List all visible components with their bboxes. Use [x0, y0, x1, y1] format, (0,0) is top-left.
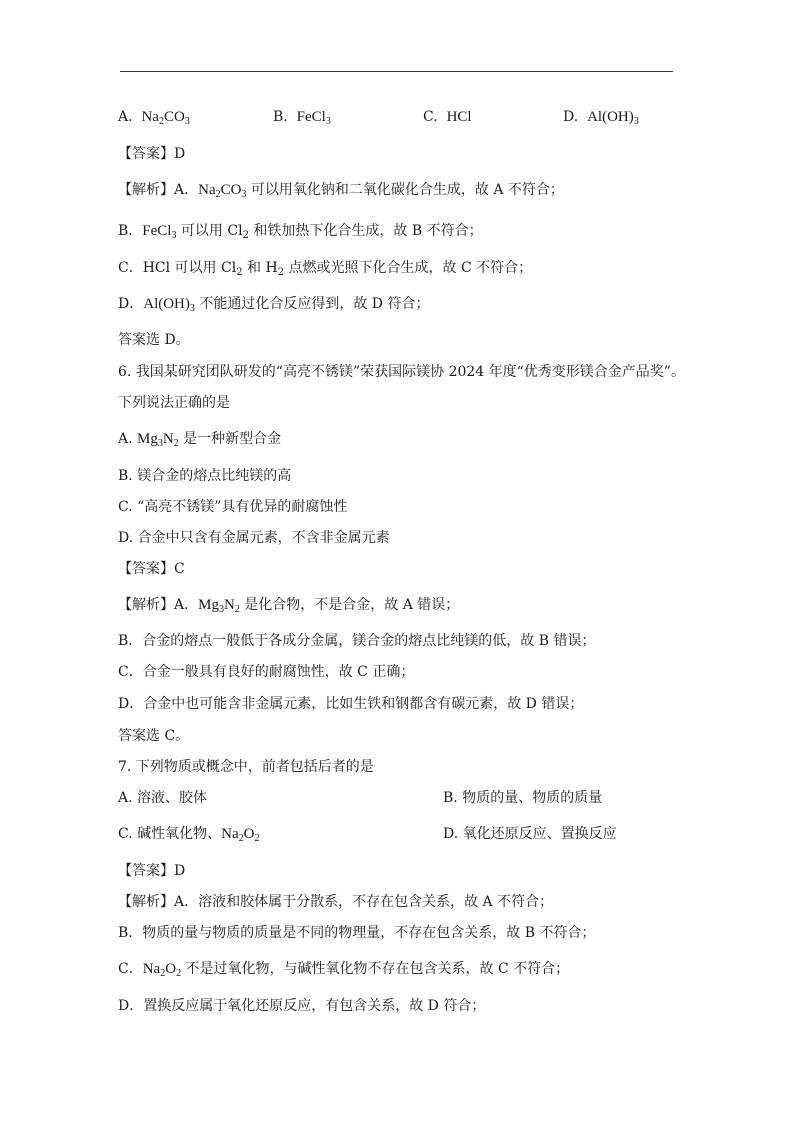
q5-analysis-c: C．HCl 可以用 $Cl_2$ 和 $H_2$ 点燃或光照下化合生成，故 C 不符合；: [118, 260, 533, 278]
q5-analysis-a: 【解析】A．$Na_2CO_3$ 可以用氧化钠和二氧化碳化合生成，故 A 不符合；: [118, 182, 564, 200]
q6-option-c: C. “高亮不锈镁”具有优异的耐腐蚀性: [118, 499, 348, 515]
q6-analysis-c: C．合金一般具有良好的耐腐蚀性，故 C 正确；: [118, 664, 415, 680]
q7-analysis-b: B．物质的量与物质的质量是不同的物理量，不存在包含关系，故 B 不符合；: [118, 925, 596, 941]
q7-analysis-a: 【解析】A．溶液和胶体属于分散系，不存在包含关系，故 A 不符合；: [118, 894, 554, 910]
q7-option-a: A. 溶液、胶体: [118, 790, 208, 806]
prev-option-d: D. $Al(OH)_3$: [563, 109, 639, 127]
q7-analysis-c: C．$Na_2O_2$ 不是过氧化物，与碱性氧化物不存在包含关系，故 C 不符合；: [118, 961, 570, 979]
q5-answer: 【答案】D: [118, 146, 186, 162]
prev-option-b-formula: FeCl$_3$: [296, 109, 331, 127]
q6-analysis-a: 【解析】A．$Mg_3N_2$ 是化合物，不是合金，故 A 错误；: [118, 597, 460, 615]
q7-option-b: B. 物质的量、物质的质量: [443, 790, 603, 806]
prev-option-c: C. HCl: [423, 109, 472, 125]
q5-analysis-d: D．$Al(OH)_3$ 不能通过化合反应得到，故 D 符合；: [118, 296, 430, 314]
q7-analysis-d: D．置换反应属于氧化还原反应，有包含关系，故 D 符合；: [118, 998, 486, 1014]
q5-conclusion: 答案选 D。: [118, 332, 190, 348]
q6-analysis-d: D．合金中也可能含非金属元素，比如生铁和钢都含有碳元素，故 D 错误；: [118, 696, 584, 712]
q7-stem: 7. 下列物质或概念中，前者包括后者的是: [118, 759, 374, 775]
q7-option-c: C. 碱性氧化物、$Na_2O_2$: [118, 826, 260, 844]
q5-analysis-b: B．FeCl$_3$ 可以用 $Cl_2$ 和铁加热下化合生成，故 B 不符合；: [118, 223, 483, 241]
q7-option-d: D. 氧化还原反应、置换反应: [443, 826, 617, 842]
prev-option-c-formula: HCl: [446, 109, 472, 125]
q6-stem-line2: 下列说法正确的是: [118, 395, 230, 411]
q7-answer: 【答案】D: [118, 863, 186, 879]
prev-option-b: B. FeCl$_3$: [273, 109, 331, 127]
prev-option-d-formula: $Al(OH)_3$: [587, 109, 639, 127]
q6-option-a: A. $Mg_3N_2$ 是一种新型合金: [118, 431, 282, 449]
q6-option-d: D. 合金中只含有金属元素，不含非金属元素: [118, 530, 390, 546]
q6-option-b: B. 镁合金的熔点比纯镁的高: [118, 468, 292, 484]
q6-analysis-b: B．合金的熔点一般低于各成分金属，镁合金的熔点比纯镁的低，故 B 错误；: [118, 633, 596, 649]
q6-conclusion: 答案选 C。: [118, 728, 190, 744]
q6-answer: 【答案】C: [118, 561, 185, 577]
prev-option-a-formula: $Na_2CO_3$: [141, 109, 190, 127]
q6-stem-line1: 6. 我国某研究团队研发的“高亮不锈镁”荣获国际镁协 2024 年度“优秀变形镁合金产品奖”。: [118, 364, 685, 380]
header-rule: [120, 71, 673, 72]
prev-option-a: A. $Na_2CO_3$: [118, 109, 190, 127]
